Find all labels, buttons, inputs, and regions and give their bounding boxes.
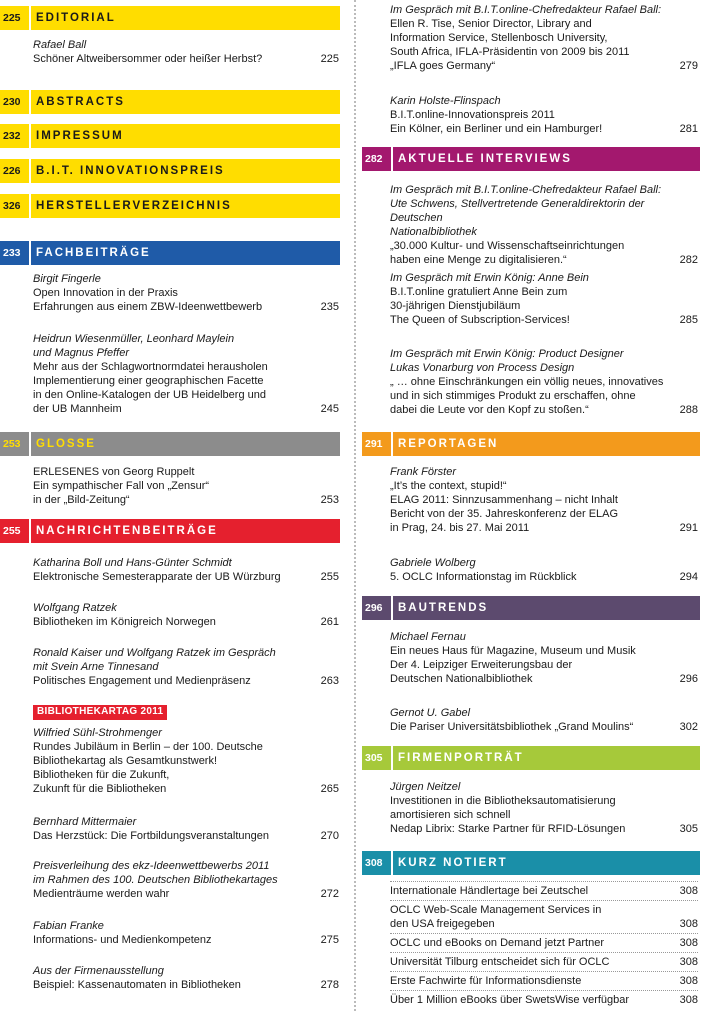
entry-author: Im Gespräch mit Erwin König: Anne Bein xyxy=(390,272,589,284)
bibliothekartag-tag: BIBLIOTHEKARTAG 2011 xyxy=(33,705,167,720)
kurz-divider xyxy=(390,971,698,972)
entry-title-line: South Africa, IFLA-Präsidentin von 2009 bis 2011 xyxy=(390,46,630,58)
kurz-item-page-number: 308 xyxy=(679,956,698,968)
kurz-item-line: Universität Tilburg entscheidet sich für OCLC xyxy=(390,956,610,968)
entry-title-line: „30.000 Kultur- und Wissenschaftseinrichtungen xyxy=(390,240,625,252)
entry-title-line: Implementierung einer geographischen Facette xyxy=(33,375,264,387)
kurz-item-line: den USA freigegeben xyxy=(390,918,495,930)
toc-entry[interactable] xyxy=(33,465,339,507)
section-page-number: 255 xyxy=(0,519,29,543)
toc-entry[interactable] xyxy=(390,94,698,136)
entry-title-line: Mehr aus der Schlagwortnormdatei herausholen xyxy=(33,361,268,373)
entry-title-line: Ein neues Haus für Magazine, Museum und Musik xyxy=(390,645,636,657)
section-page-number: 308 xyxy=(362,851,391,875)
entry-title-line: B.I.T.online-Innovationspreis 2011 xyxy=(390,109,555,121)
entry-title-line: 5. OCLC Informationstag im Rückblick xyxy=(390,571,577,583)
kurz-divider xyxy=(390,990,698,991)
entry-title-line: Das Herzstück: Die Fortbildungsveranstaltungen xyxy=(33,830,270,842)
section-title: EDITORIAL xyxy=(31,6,340,30)
kurz-item-line: Über 1 Million eBooks über SwetsWise verfügbar xyxy=(390,994,630,1006)
entry-title-line: „ … ohne Einschränkungen ein völlig neues, innovatives xyxy=(390,376,664,388)
section-page-number: 233 xyxy=(0,241,29,265)
entry-title-line: Erfahrungen aus einem ZBW-Ideenwettbewerb xyxy=(33,301,263,313)
entry-page-number: 261 xyxy=(320,616,339,628)
entry-title-line: Deutschen Nationalbibliothek xyxy=(390,673,533,685)
entry-page-number: 288 xyxy=(679,404,698,416)
section-title: IMPRESSUM xyxy=(31,124,340,148)
section-page-number: 305 xyxy=(362,746,391,770)
entry-title-line: Information Service, Stellenbosch University, xyxy=(390,32,608,44)
section-title: NACHRICHTENBEITRÄGE xyxy=(31,519,340,543)
entry-author: Heidrun Wiesenmüller, Leonhard Maylein xyxy=(33,333,235,345)
entry-page-number: 263 xyxy=(320,675,339,687)
entry-title-line: und in sich stimmiges Produkt zu erschaffen, ohne xyxy=(390,390,636,402)
section-page-number: 291 xyxy=(362,432,391,456)
kurz-item-page-number: 308 xyxy=(679,918,698,930)
entry-title-line: der UB Mannheim xyxy=(33,403,122,415)
entry-author: Gabriele Wolberg xyxy=(390,557,476,569)
entry-page-number: 245 xyxy=(320,403,339,415)
entry-author: und Magnus Pfeffer xyxy=(33,347,130,359)
kurz-notiert-item[interactable] xyxy=(390,884,698,898)
entry-author: Birgit Fingerle xyxy=(33,273,101,285)
kurz-notiert-item[interactable] xyxy=(390,955,698,969)
entry-author: Nationalbibliothek xyxy=(390,226,477,238)
entry-page-number: 305 xyxy=(679,823,698,835)
section-page-number: 232 xyxy=(0,124,29,148)
entry-author: Michael Fernau xyxy=(390,631,466,643)
section-title: ABSTRACTS xyxy=(31,90,340,114)
entry-author: Im Gespräch mit Erwin König: Product Designer xyxy=(390,348,624,360)
entry-page-number: 302 xyxy=(679,721,698,733)
toc-entry[interactable] xyxy=(390,271,698,327)
toc-entry[interactable] xyxy=(390,630,698,686)
entry-title-line: Der 4. Leipziger Erweiterungsbau der xyxy=(390,659,573,671)
entry-title-line: haben eine Menge zu digitalisieren.“ xyxy=(390,254,567,266)
entry-page-number: 281 xyxy=(679,123,698,135)
toc-entry[interactable] xyxy=(33,332,339,416)
kurz-item-line: Internationale Händlertage bei Zeutschel xyxy=(390,885,589,897)
entry-author: Lukas Vonarburg von Process Design xyxy=(390,362,575,374)
entry-page-number: 225 xyxy=(320,53,339,65)
kurz-item-page-number: 308 xyxy=(679,885,698,897)
entry-author: Bernhard Mittermaier xyxy=(33,816,137,828)
toc-entry[interactable] xyxy=(33,601,339,629)
section-header-aktuelle-interviews[interactable] xyxy=(362,147,700,171)
toc-entry[interactable] xyxy=(33,859,339,901)
kurz-item-line: OCLC Web-Scale Management Services in xyxy=(390,904,602,916)
section-header-impressum[interactable] xyxy=(0,124,340,148)
section-title: KURZ NOTIERT xyxy=(393,851,700,875)
section-title: FACHBEITRÄGE xyxy=(31,241,340,265)
entry-title-line: in den Online-Katalogen der UB Heidelberg und xyxy=(33,389,266,401)
toc-entry[interactable] xyxy=(390,556,698,584)
entry-title-line: Medienträume werden wahr xyxy=(33,888,170,900)
section-title: REPORTAGEN xyxy=(393,432,700,456)
entry-title-line: The Queen of Subscription-Services! xyxy=(390,314,570,326)
entry-author: Im Gespräch mit B.I.T.online-Chefredakteur Rafael Ball: xyxy=(390,184,662,196)
entry-page-number: 255 xyxy=(320,571,339,583)
entry-title-line: Ellen R. Tise, Senior Director, Library and xyxy=(390,18,592,30)
entry-title-line: Ein sympathischer Fall von „Zensur“ xyxy=(33,480,210,492)
entry-title-line: in Prag, 24. bis 27. Mai 2011 xyxy=(390,522,530,534)
entry-title-line: in der „Bild-Zeitung“ xyxy=(33,494,130,506)
entry-author: Ronald Kaiser und Wolfgang Ratzek im Gespräch xyxy=(33,647,276,659)
toc-entry[interactable] xyxy=(33,964,339,992)
toc-entry[interactable] xyxy=(33,726,339,796)
entry-title-line: Politisches Engagement und Medienpräsenz xyxy=(33,675,251,687)
kurz-divider xyxy=(390,952,698,953)
entry-title-line: Bibliotheken im Königreich Norwegen xyxy=(33,616,216,628)
entry-title-line: Bibliothekartag als Gesamtkunstwerk! xyxy=(33,755,218,767)
section-page-number: 225 xyxy=(0,6,29,30)
section-page-number: 253 xyxy=(0,432,29,456)
entry-title-line: dabei die Leute vor den Kopf zu stoßen.“ xyxy=(390,404,589,416)
entry-page-number: 285 xyxy=(679,314,698,326)
entry-title-line: Beispiel: Kassenautomaten in Bibliotheken xyxy=(33,979,241,991)
kurz-notiert-item[interactable] xyxy=(390,993,698,1007)
entry-author: Gernot U. Gabel xyxy=(390,707,471,719)
entry-page-number: 265 xyxy=(320,783,339,795)
section-title: BAUTRENDS xyxy=(393,596,700,620)
toc-entry[interactable] xyxy=(390,183,698,267)
toc-entry[interactable] xyxy=(33,815,339,843)
entry-author: Katharina Boll und Hans-Günter Schmidt xyxy=(33,557,232,569)
toc-entry[interactable] xyxy=(390,780,698,836)
entry-page-number: 291 xyxy=(679,522,698,534)
section-title: HERSTELLERVERZEICHNIS xyxy=(31,194,340,218)
entry-title-line: Bibliotheken für die Zukunft, xyxy=(33,769,170,781)
entry-page-number: 235 xyxy=(320,301,339,313)
entry-author: im Rahmen des 100. Deutschen Bibliothekartages xyxy=(33,874,278,886)
section-title: GLOSSE xyxy=(31,432,340,456)
section-page-number: 226 xyxy=(0,159,29,183)
section-title: B.I.T. INNOVATIONSPREIS xyxy=(31,159,340,183)
kurz-divider xyxy=(390,933,698,934)
entry-author: Ute Schwens, Stellvertretende Generaldirektorin der Deutschen xyxy=(390,198,645,224)
section-title: AKTUELLE INTERVIEWS xyxy=(393,147,700,171)
entry-title-line: Investitionen in die Bibliotheksautomatisierung xyxy=(390,795,616,807)
entry-author: Wilfried Sühl-Strohmenger xyxy=(33,727,162,739)
toc-entry[interactable] xyxy=(33,38,339,66)
toc-entry[interactable] xyxy=(390,347,698,417)
section-header-kurz-notiert[interactable] xyxy=(362,851,700,875)
toc-entry[interactable] xyxy=(33,272,339,314)
section-title: FIRMENPORTRÄT xyxy=(393,746,700,770)
toc-entry[interactable] xyxy=(33,556,339,584)
entry-title-line: Schöner Altweibersommer oder heißer Herbst? xyxy=(33,53,263,65)
entry-title-line: 30-jährigen Dienstjubiläum xyxy=(390,300,521,312)
section-header-bautrends[interactable] xyxy=(362,596,700,620)
section-header-editorial[interactable] xyxy=(0,6,340,30)
entry-title-line: Zukunft für die Bibliotheken xyxy=(33,783,167,795)
entry-title-line: Bericht von der 35. Jahreskonferenz der ELAG xyxy=(390,508,619,520)
entry-title-line: „It’s the context, stupid!“ xyxy=(390,480,507,492)
entry-page-number: 272 xyxy=(320,888,339,900)
section-page-number: 282 xyxy=(362,147,391,171)
entry-page-number: 296 xyxy=(679,673,698,685)
section-header-nachrichten[interactable] xyxy=(0,519,340,543)
kurz-item-line: OCLC und eBooks on Demand jetzt Partner xyxy=(390,937,605,949)
section-header-glosse[interactable] xyxy=(0,432,340,456)
kurz-divider xyxy=(390,900,698,901)
entry-title-line: Elektronische Semesterapparate der UB Würzburg xyxy=(33,571,281,583)
section-header-firmenportraet[interactable] xyxy=(362,746,700,770)
kurz-notiert-item[interactable] xyxy=(390,936,698,950)
entry-title-line: Ein Kölner, ein Berliner und ein Hamburger! xyxy=(390,123,603,135)
entry-title-line: ERLESENES von Georg Ruppelt xyxy=(33,466,195,478)
entry-author: Preisverleihung des ekz-Ideenwettbewerbs 2011 xyxy=(33,860,270,872)
entry-title-line: Informations- und Medienkompetenz xyxy=(33,934,212,946)
toc-entry[interactable] xyxy=(390,3,698,73)
entry-author: mit Svein Arne Tinnesand xyxy=(33,661,159,673)
entry-page-number: 279 xyxy=(679,60,698,72)
column-divider xyxy=(354,0,356,1011)
toc-entry[interactable] xyxy=(33,919,339,947)
entry-page-number: 278 xyxy=(320,979,339,991)
section-header-herstellerverzeichnis[interactable] xyxy=(0,194,340,218)
entry-author: Karin Holste-Flinspach xyxy=(390,95,501,107)
entry-page-number: 282 xyxy=(679,254,698,266)
section-header-reportagen[interactable] xyxy=(362,432,700,456)
entry-page-number: 275 xyxy=(320,934,339,946)
section-header-innovationspreis[interactable] xyxy=(0,159,340,183)
entry-title-line: Open Innovation in der Praxis xyxy=(33,287,178,299)
kurz-notiert-item[interactable] xyxy=(390,903,698,931)
entry-author: Frank Förster xyxy=(390,466,457,478)
section-header-abstracts[interactable] xyxy=(0,90,340,114)
entry-author: Im Gespräch mit B.I.T.online-Chefredakteur Rafael Ball: xyxy=(390,4,662,16)
entry-title-line: Die Pariser Universitätsbibliothek „Grand Moulins“ xyxy=(390,721,634,733)
entry-author: Rafael Ball xyxy=(33,39,87,51)
entry-title-line: B.I.T.online gratuliert Anne Bein zum xyxy=(390,286,568,298)
entry-title-line: amortisieren sich schnell xyxy=(390,809,511,821)
entry-title-line: Rundes Jubiläum in Berlin – der 100. Deutsche xyxy=(33,741,263,753)
entry-page-number: 294 xyxy=(679,571,698,583)
entry-page-number: 270 xyxy=(320,830,339,842)
section-page-number: 326 xyxy=(0,194,29,218)
toc-entry[interactable] xyxy=(33,646,339,688)
entry-title-line: „IFLA goes Germany“ xyxy=(390,60,496,72)
toc-entry[interactable] xyxy=(390,465,698,535)
section-page-number: 296 xyxy=(362,596,391,620)
section-header-fachbeitraege[interactable] xyxy=(0,241,340,265)
entry-author: Aus der Firmenausstellung xyxy=(33,965,164,977)
kurz-notiert-item[interactable] xyxy=(390,974,698,988)
kurz-item-page-number: 308 xyxy=(679,937,698,949)
entry-title-line: Nedap Librix: Starke Partner für RFID-Lösungen xyxy=(390,823,626,835)
entry-page-number: 253 xyxy=(320,494,339,506)
toc-entry[interactable] xyxy=(390,706,698,734)
kurz-item-page-number: 308 xyxy=(679,975,698,987)
entry-title-line: ELAG 2011: Sinnzusammenhang – nicht Inhalt xyxy=(390,494,618,506)
entry-author: Jürgen Neitzel xyxy=(390,781,461,793)
kurz-item-page-number: 308 xyxy=(679,994,698,1006)
kurz-item-line: Erste Fachwirte für Informationsdienste xyxy=(390,975,582,987)
entry-author: Fabian Franke xyxy=(33,920,104,932)
entry-author: Wolfgang Ratzek xyxy=(33,602,117,614)
kurz-divider xyxy=(390,881,698,882)
section-page-number: 230 xyxy=(0,90,29,114)
